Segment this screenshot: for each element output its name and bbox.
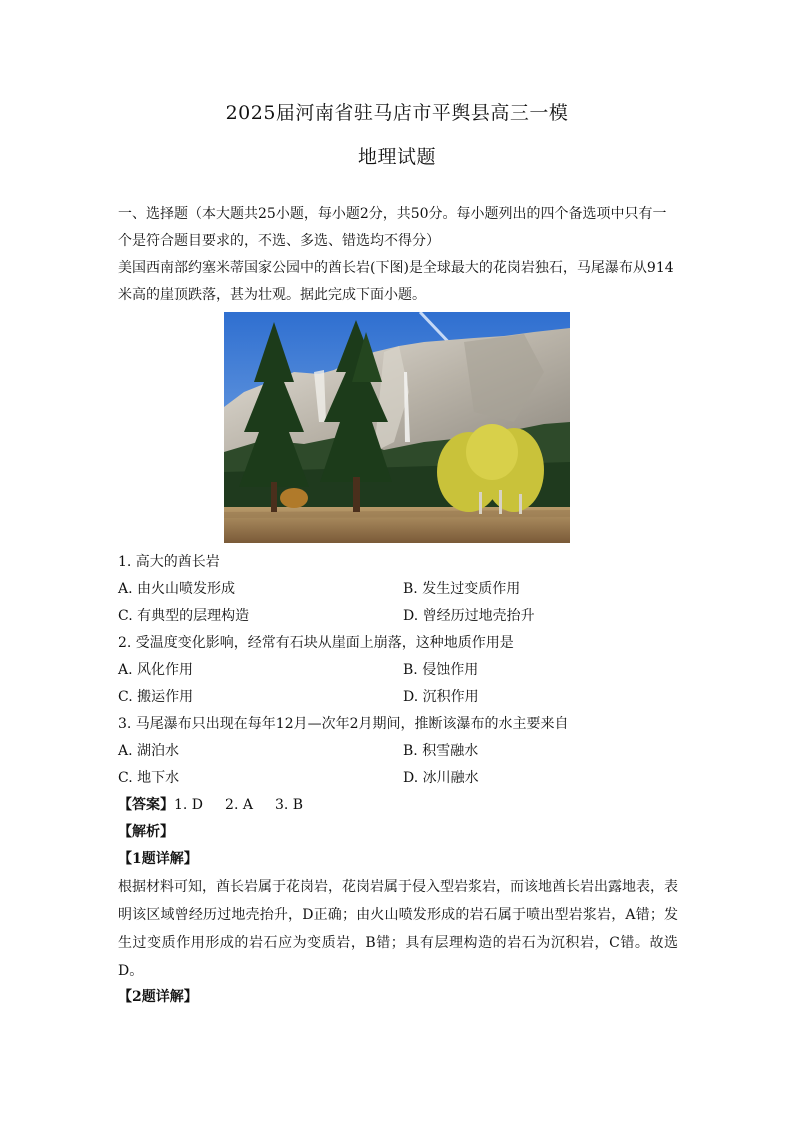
section-instruction-line1: 一、选择题（本大题共25小题，每小题2分，共50分。每小题列出的四个备选项中只有一	[118, 206, 667, 222]
exam-title: 2025届河南省驻马店市平舆县高三一模	[225, 102, 569, 124]
q1-option-b: B. 发生过变质作用	[403, 581, 521, 597]
q1-option-c: C. 有典型的层理构造	[118, 608, 250, 624]
q2-option-d: D. 沉积作用	[403, 689, 479, 705]
q2-option-c: C. 搬运作用	[118, 689, 194, 705]
answer-2: 2. A	[225, 797, 253, 813]
answer-line	[118, 795, 678, 815]
q3-option-b: B. 积雪融水	[403, 743, 479, 759]
question-3-stem: 3. 马尾瀑布只出现在每年12月—次年2月期间，推断该瀑布的水主要来自	[118, 716, 569, 732]
q2-option-b: B. 侵蚀作用	[403, 662, 479, 678]
material-line1: 美国西南部约塞米蒂国家公园中的酋长岩(下图)是全球最大的花岗岩独石，马尾瀑布从914	[118, 260, 674, 276]
q1-detail-text: 根据材料可知，酋长岩属于花岗岩，花岗岩属于侵入型岩浆岩，而该地酋长岩出露地表，表明该区域曾经历过地壳抬升，D正确；由火山喷发形成的岩石属于喷出型岩浆岩，A错；发生过变质作用形成的岩石应为变质岩，B错；具有层理构造的岩石为沉积岩，C错。故选D。	[118, 879, 678, 979]
material-line2: 米高的崖顶跌落，甚为壮观。据此完成下面小题。	[118, 287, 426, 303]
el-capitan-photo	[224, 312, 570, 543]
section-instruction-line2: 个是符合题目要求的，不选、多选、错选均不得分）	[118, 233, 440, 249]
q3-option-a: A. 湖泊水	[118, 743, 180, 759]
answer-1: 1. D	[174, 797, 204, 813]
q3-option-d: D. 冰川融水	[403, 770, 479, 786]
question-2-stem: 2. 受温度变化影响，经常有石块从崖面上崩落，这种地质作用是	[118, 635, 514, 651]
q1-detail-label: 【1题详解】	[118, 851, 198, 867]
answer-3: 3. B	[274, 797, 304, 813]
analysis-label: 【解析】	[118, 824, 174, 840]
q1-option-d: D. 曾经历过地壳抬升	[403, 608, 535, 624]
q2-detail-label: 【2题详解】	[118, 989, 198, 1005]
exam-subtitle: 地理试题	[357, 146, 436, 168]
question-1-stem: 1. 高大的酋长岩	[118, 554, 220, 570]
answer-label: 【答案】	[118, 797, 174, 813]
q2-option-a: A. 风化作用	[118, 662, 194, 678]
q3-option-c: C. 地下水	[118, 770, 180, 786]
q1-option-a: A. 由火山喷发形成	[118, 581, 236, 597]
